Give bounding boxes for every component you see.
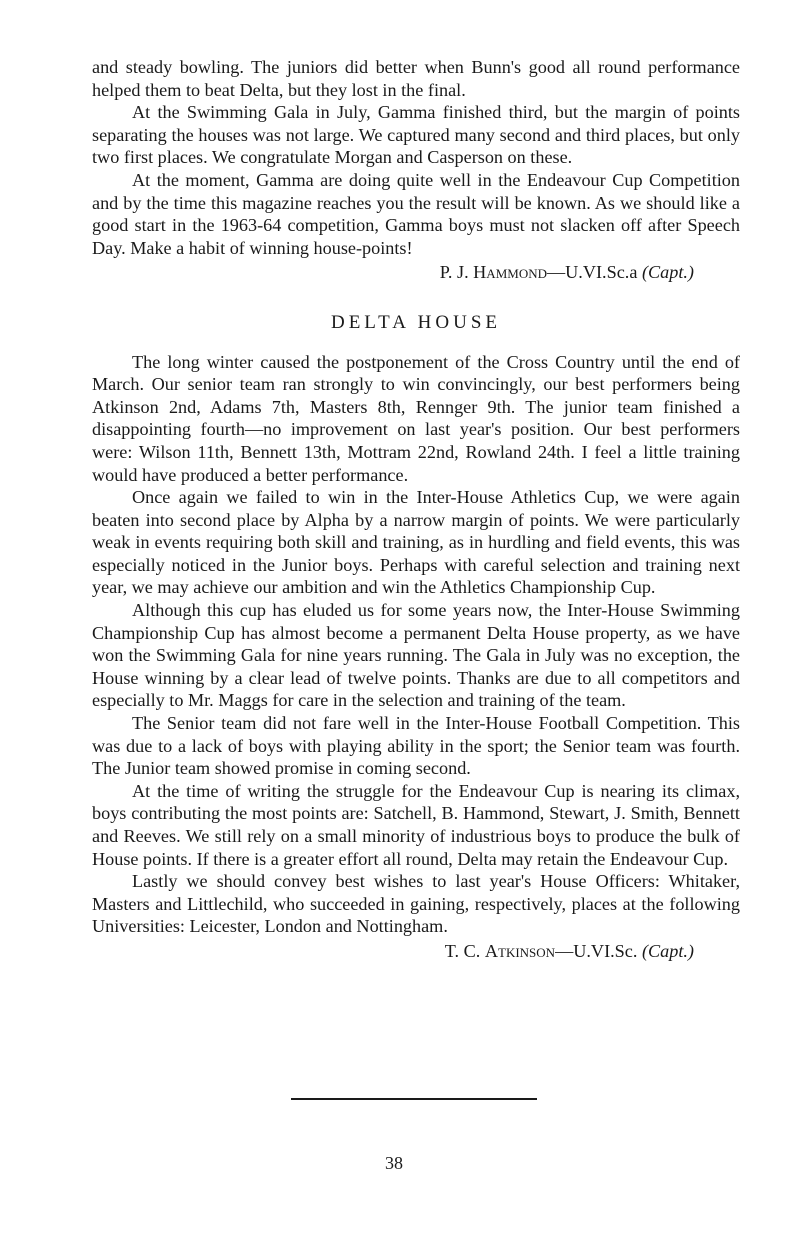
delta-paragraph: The Senior team did not fare well in the Inter-House Football Competition. This was due to a lack of boys with playing ability in the sport; the Senior team was fourth. The Junior team showed promise in coming second.	[92, 713, 740, 779]
signature-role: (Capt.)	[641, 940, 694, 961]
delta-paragraph: The long winter caused the postponement of the Cross Country until the end of March. Our senior team ran strongly to win convincingly, our best performers being Atkinson 2nd, Adams 7th, Masters 8th, Rennger 9th. The junior team finished a disappointing fourth—no improvement on last year's position. Our best performers were: Wilson 11th, Bennett 13th, Mottram 22nd, Rowland 24th. I feel a little training would have produced a better performance.	[92, 351, 740, 485]
signature-name: Atkinson	[484, 940, 556, 961]
delta-paragraph: At the time of writing the struggle for the Endeavour Cup is nearing its climax, boys contributing the most points are: Satchell, B. Hammond, Stewart, J. Smith, Bennett and Reeves. We still rely on a small minority of industrious boys to produce the bulk of House points. If there is a greater effort all round, Delta may retain the Endeavour Cup.	[92, 780, 740, 869]
page-body	[92, 56, 740, 963]
delta-signature	[92, 940, 740, 963]
section-divider	[291, 1098, 537, 1100]
signature-role: (Capt.)	[641, 262, 694, 283]
delta-paragraph: Once again we failed to win in the Inter-House Athletics Cup, we were again beaten into second place by Alpha by a narrow margin of points. We were particularly weak in events requiring both skill and training, as in hurdling and field events, this was especially noticed in the Junior boys. Perhaps with careful selection and training next year, we may achieve our ambition and win the Athletics Championship Cup.	[92, 487, 740, 598]
delta-paragraph: Although this cup has eluded us for some years now, the Inter-House Swimming Championship Cup has almost become a permanent Delta House property, as we have won the Swimming Gala for nine years running. The Gala in July was no exception, the House winning by a clear lead of twelve points. Thanks are due to all competitors and especially to Mr. Maggs for care in the selection and training of the team.	[92, 600, 740, 711]
gamma-paragraph: At the moment, Gamma are doing quite well in the Endeavour Cup Competition and by the time this magazine reaches you the result will be known. As we should like a good start in the 1963-64 competition, Gamma boys must not slacken off after Speech Day. Make a habit of winning house-points!	[92, 169, 740, 258]
signature-initials: T. C.	[444, 940, 481, 961]
delta-paragraph: Lastly we should convey best wishes to last year's House Officers: Whitaker, Masters and Littlechild, who succeeded in gaining, respectively, places at the following Universities: Leicester, London and Nottingham.	[92, 871, 740, 937]
signature-initials: P. J.	[439, 262, 469, 283]
page-number: 38	[385, 1153, 403, 1173]
signature-name: Hammond	[473, 262, 547, 283]
gamma-paragraph: and steady bowling. The juniors did better when Bunn's good all round performance helped them to beat Delta, but they lost in the final.	[92, 57, 740, 100]
gamma-paragraph: At the Swimming Gala in July, Gamma finished third, but the margin of points separating the houses was not large. We captured many second and third places, but only two first places. We congratulate Morgan and Casperson on these.	[92, 102, 740, 168]
signature-form: —U.VI.Sc.	[555, 940, 638, 961]
section-heading: DELTA HOUSE	[330, 311, 502, 333]
gamma-signature	[92, 261, 740, 284]
signature-form: —U.VI.Sc.a	[546, 262, 638, 283]
